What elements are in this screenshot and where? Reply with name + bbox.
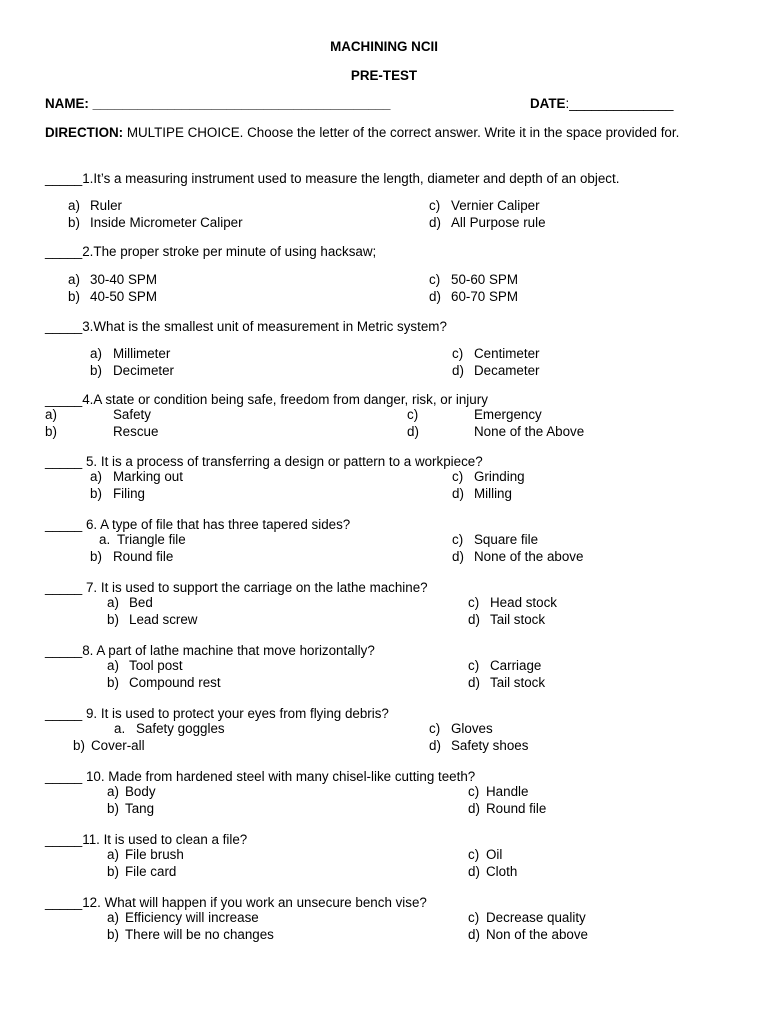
option-letter: d) (468, 612, 480, 627)
option-text: Lead screw (129, 612, 198, 627)
option-text: Carriage (490, 658, 542, 673)
worksheet-subtitle: PRE-TEST (350, 68, 418, 83)
option-text: Milling (474, 486, 512, 501)
question-text: _____12. What will happen if you work an unsecure bench vise? (45, 895, 427, 910)
option-text: Cloth (486, 864, 518, 879)
option-text: 60-70 SPM (451, 289, 518, 304)
option-text: Head stock (490, 595, 557, 610)
option-text: Non of the above (486, 927, 588, 942)
option-text: Tang (125, 801, 155, 816)
option-text: Compound rest (129, 675, 221, 690)
option-letter: a) (68, 198, 80, 213)
option-letter: b) (68, 215, 80, 230)
option-text: Inside Micrometer Caliper (90, 215, 243, 230)
option-letter: b) (107, 864, 119, 879)
option-letter: b) (73, 738, 85, 753)
option-letter: d) (452, 363, 464, 378)
option-text: Rescue (113, 424, 159, 439)
option-letter: b) (90, 363, 102, 378)
option-text: All Purpose rule (451, 215, 546, 230)
question-text: _____1.It’s a measuring instrument used to measure the length, diameter and depth of an object. (45, 171, 620, 186)
option-letter: a) (107, 910, 119, 925)
option-text: Safety shoes (451, 738, 529, 753)
option-letter: a. (114, 721, 126, 736)
option-text: Tail stock (490, 612, 546, 627)
option-text: Centimeter (474, 346, 540, 361)
option-letter: c) (468, 847, 480, 862)
option-text: Vernier Caliper (451, 198, 540, 213)
option-text: Triangle file (117, 532, 186, 547)
option-text: Decimeter (113, 363, 175, 378)
option-text: 30-40 SPM (90, 272, 157, 287)
option-letter: c) (468, 658, 480, 673)
question-text: _____3.What is the smallest unit of measurement in Metric system? (45, 319, 447, 334)
question-text: _____2.The proper stroke per minute of using hacksaw; (45, 244, 377, 259)
option-letter: b) (90, 549, 102, 564)
option-text: File card (125, 864, 177, 879)
name-label: NAME: (45, 96, 93, 111)
option-text: Gloves (451, 721, 493, 736)
option-text: Marking out (113, 469, 183, 484)
option-letter: a) (107, 847, 119, 862)
option-text: Ruler (90, 198, 122, 213)
option-text: Tool post (129, 658, 183, 673)
option-letter: b) (45, 424, 57, 439)
option-letter: b) (107, 675, 119, 690)
option-text: Round file (113, 549, 174, 564)
option-text: Square file (474, 532, 539, 547)
option-letter: d) (452, 486, 464, 501)
option-text: Handle (486, 784, 529, 799)
option-text: Safety (113, 407, 151, 422)
question-text: _____ 10. Made from hardened steel with many chisel-like cutting teeth? (45, 769, 476, 784)
date-line (530, 95, 673, 112)
option-letter: c) (468, 595, 480, 610)
option-letter: d) (429, 289, 441, 304)
option-letter: a) (68, 272, 80, 287)
option-letter: c) (468, 910, 480, 925)
option-letter: c) (452, 532, 464, 547)
option-letter: b) (90, 486, 102, 501)
option-letter: c) (407, 407, 419, 422)
option-text: Tail stock (490, 675, 546, 690)
option-text: There will be no changes (125, 927, 274, 942)
option-letter: d) (429, 738, 441, 753)
direction-text (45, 124, 725, 141)
option-text: None of the above (474, 549, 584, 564)
option-text: Cover-all (91, 738, 145, 753)
question-text: _____ 5. It is a process of transferring a design or pattern to a workpiece? (45, 454, 483, 469)
option-text: Decameter (474, 363, 540, 378)
option-letter: d) (452, 549, 464, 564)
option-text: Grinding (474, 469, 525, 484)
option-letter: c) (429, 198, 441, 213)
option-text: Bed (129, 595, 153, 610)
option-letter: c) (429, 272, 441, 287)
option-text: Efficiency will increase (125, 910, 259, 925)
question-text: _____11. It is used to clean a file? (45, 832, 248, 847)
option-letter: d) (468, 927, 480, 942)
option-letter: c) (452, 346, 464, 361)
option-text: Millimeter (113, 346, 171, 361)
option-letter: c) (468, 784, 480, 799)
question-text: _____4.A state or condition being safe, freedom from danger, risk, or injury (45, 392, 488, 407)
worksheet-title: MACHINING NCII (330, 39, 438, 54)
direction-body: MULTIPE CHOICE. Choose the letter of the correct answer. Write it in the space provided for. (123, 125, 680, 140)
question-text: _____ 7. It is used to support the carriage on the lathe machine? (45, 580, 428, 595)
option-letter: d) (407, 424, 419, 439)
option-letter: b) (68, 289, 80, 304)
option-letter: a) (107, 658, 119, 673)
option-text: 50-60 SPM (451, 272, 518, 287)
option-text: Oil (486, 847, 503, 862)
option-letter: b) (107, 927, 119, 942)
option-text: 40-50 SPM (90, 289, 157, 304)
option-letter: a. (99, 532, 111, 547)
option-text: File brush (125, 847, 184, 862)
option-letter: b) (107, 612, 119, 627)
option-letter: d) (468, 675, 480, 690)
option-text: Safety goggles (136, 721, 225, 736)
option-letter: c) (452, 469, 464, 484)
option-letter: c) (429, 721, 441, 736)
option-text: Filing (113, 486, 145, 501)
option-text: Round file (486, 801, 547, 816)
question-text: _____ 9. It is used to protect your eyes from flying debris? (45, 706, 389, 721)
date-blank: :______________ (565, 96, 674, 111)
option-letter: d) (429, 215, 441, 230)
option-letter: a) (107, 595, 119, 610)
name-blank: ________________________________________ (92, 96, 391, 111)
option-letter: a) (107, 784, 119, 799)
option-letter: b) (107, 801, 119, 816)
option-letter: d) (468, 864, 480, 879)
option-text: Decrease quality (486, 910, 586, 925)
option-letter: d) (468, 801, 480, 816)
option-text: None of the Above (474, 424, 585, 439)
date-label: DATE (530, 96, 566, 111)
name-line (45, 95, 391, 112)
option-letter: a) (45, 407, 57, 422)
option-letter: a) (90, 469, 102, 484)
question-text: _____8. A part of lathe machine that move horizontally? (45, 643, 375, 658)
direction-label: DIRECTION: (45, 125, 124, 140)
option-letter: a) (90, 346, 102, 361)
option-text: Body (125, 784, 156, 799)
question-text: _____ 6. A type of file that has three tapered sides? (45, 517, 351, 532)
option-text: Emergency (474, 407, 542, 422)
